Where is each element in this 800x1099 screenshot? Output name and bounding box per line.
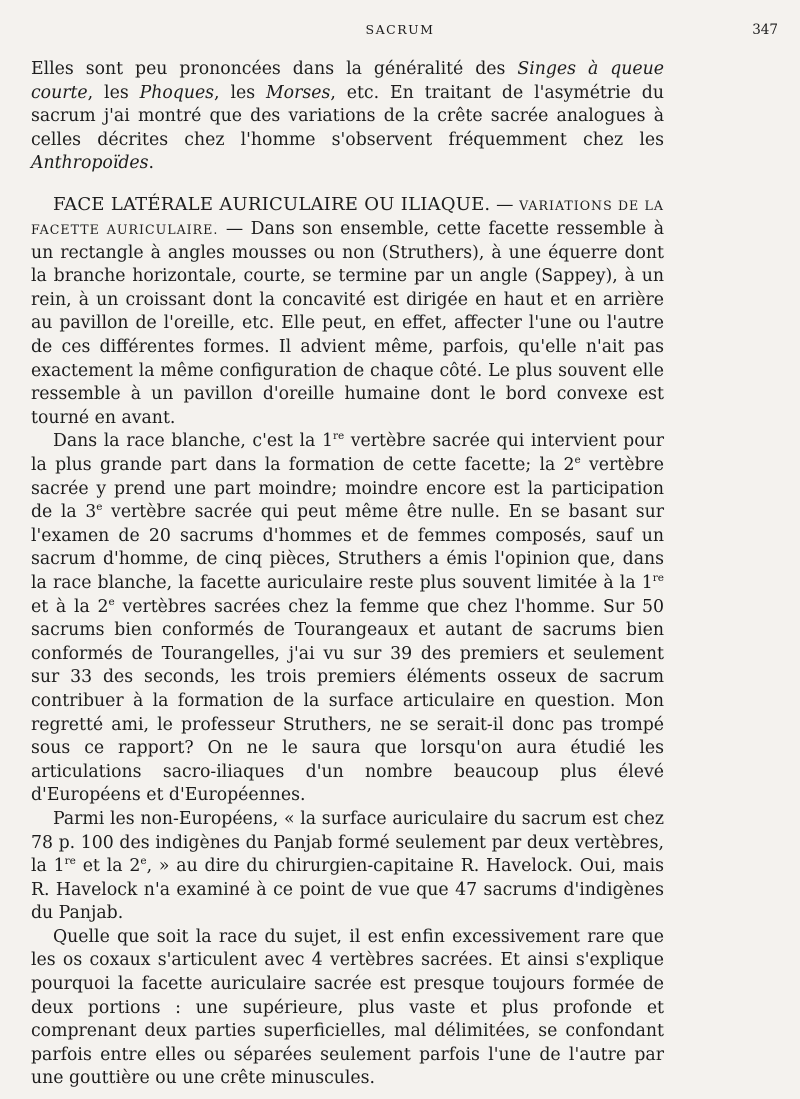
- paragraph-3: Dans la race blanche, c'est la 1re vertèbre sacrée qui intervient pour la plus grande part dans la formation de cette facette; la 2e vertèbre sacrée y prend une part moindre; moindre encore est la participation de la 3e vertèbre sacrée qui peut même être nulle. En se basant sur l'examen de 20 sacrums d'hommes et de femmes composés, sauf un sacrum d'homme, de cinq pièces, Struthers a émis l'opinion que, dans la race blanche, la facette auriculaire reste plus souvent limitée à la 1re et à la 2e vertèbres sacrées chez la femme que chez l'homme. Sur 50 sacrums bien conformés de Tourangeaux et autant de sacrums bien conformés de Tourangelles, j'ai vu sur 39 des premiers et seulement sur 33 des seconds, les trois premiers éléments osseux de sacrum contribuer à la formation de la surface articulaire en question. Mon regretté ami, le professeur Struthers, ne se serait-il donc pas trompé sous ce rapport? On ne le saura que lorsqu'on aura étudié les articulations sacro-iliaques d'un nombre beaucoup plus élevé d'Européens et d'Européennes.: [31, 430, 664, 806]
- paragraph-4: Parmi les non-Européens, « la surface auriculaire du sacrum est chez 78 p. 100 des indigènes du Panjab formé seulement par deux vertèbres, la 1re et la 2e, » au dire du chirurgien-capitaine R. Havelock. Oui, mais R. Havelock n'a examiné à ce point de vue que 47 sacrums d'indigènes du Panjab.: [31, 808, 664, 924]
- page-header: [0, 22, 800, 42]
- body-text: [31, 58, 664, 1091]
- running-title: SACRUM: [365, 22, 435, 37]
- paragraph-1: Elles sont peu prononcées dans la généralité des Singes à queue courte, les Phoques, les Morses, etc. En traitant de l'asymétrie du sacrum j'ai montré que des variations de la crête sacrée analogues à celles décrites chez l'homme s'observent fréquemment chez les Anthropoïdes.: [31, 59, 665, 174]
- section-subheading: VARIATIONS DE LA FACETTE AURICULAIRE.: [31, 198, 664, 238]
- section-heading: FACE LATÉRALE AURICULAIRE OU ILIAQUE.: [53, 194, 491, 216]
- paragraph-5: Quelle que soit la race du sujet, il est enfin excessivement rare que les os coxaux s'articulent avec 4 vertèbres sacrées. Et ainsi s'explique pourquoi la facette auriculaire sacrée est presque toujours formée de deux portions : une supérieure, plus vaste et plus profonde et comprenant deux parties superficielles, mal délimitées, se confondant parfois entre elles ou séparées seulement parfois l'une de l'autre par une gouttière ou une crête minuscules.: [31, 926, 664, 1089]
- section-paragraph: FACE LATÉRALE AURICULAIRE OU ILIAQUE. — VARIATIONS DE LA FACETTE AURICULAIRE. — Dans son ensemble, cette facette ressemble à un rectangle à angles mousses ou non (Struthers), à une équerre dont la branche horizontale, courte, se termine par un angle (Sappey), à un rein, à un croissant dont la concavité est dirigée en haut et en arrière au pavillon de l'oreille, etc. Elle peut, en effet, affecter l'une ou l'autre de ces différentes formes. Il advient même, parfois, qu'elle n'ait pas exactement la même configuration de chaque côté. Le plus souvent elle ressemble à un pavillon d'oreille humaine dont le bord convexe est tourné en avant.: [31, 194, 664, 428]
- page-number: 347: [752, 22, 778, 38]
